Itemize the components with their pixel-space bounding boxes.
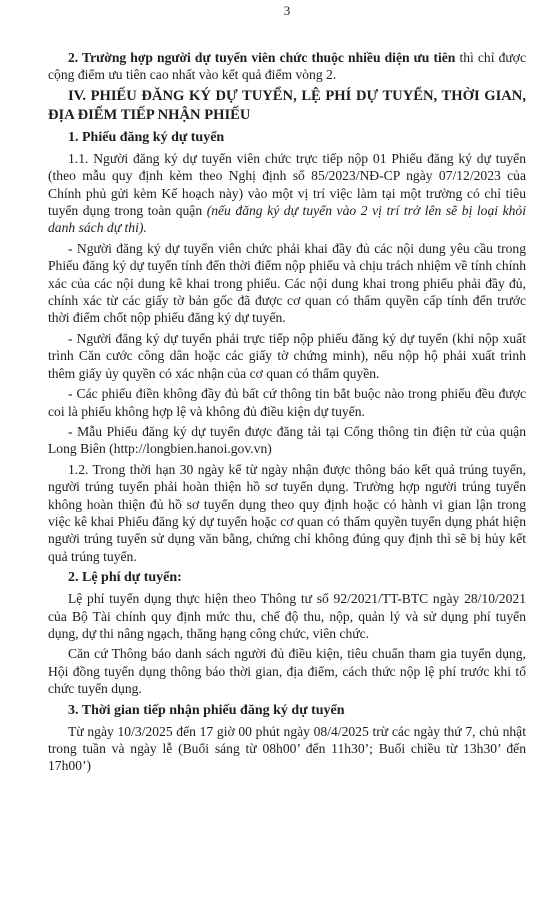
priority-paragraph: [48, 49, 526, 84]
paragraph-3-schedule: Từ ngày 10/3/2025 đến 17 giờ 00 phút ngày 08/4/2025 trừ các ngày thứ 7, chủ nhật trong tuần và ngày lễ (Buổi sáng từ 08h00’ đến 11h30’; Buổi chiều từ 13h30’ đến 17h00’): [48, 723, 526, 774]
priority-paragraph-text: thì chỉ được cộng điểm ưu tiên cao nhất vào kết quả điểm vòng 2.: [48, 50, 526, 83]
page-number: 3: [283, 3, 291, 18]
subsection-1-heading: 1. Phiếu đăng ký dự tuyển: [68, 129, 225, 145]
paragraph-1-1-bullet-c: - Các phiếu điền không đầy đủ bất cứ thông tin bắt buộc nào trong phiếu đều được coi là phiếu không hợp lệ và không đủ điều kiện dự tuyển.: [48, 386, 526, 419]
subsection-3-heading: 3. Thời gian tiếp nhận phiếu đăng ký dự tuyển: [68, 702, 345, 718]
paragraph-1-1-bullet-a: - Người đăng ký dự tuyển viên chức phải khai đầy đủ các nội dung yêu cầu trong Phiếu đăng ký dự tuyển tính đến thời điểm nộp phiếu và chịu trách nhiệm về tính chính xác của các nội dung kê khai trong phiếu. Các nội dung khai trong phiếu phải đầy đủ, chính xác từ các giấy tờ bản gốc đã được cơ quan có thẩm quyền cấp tính đến trước thời điểm chốt nộp phiếu đăng ký dự tuyển.: [48, 240, 526, 326]
paragraph-1-1-bullet-d: - Mẫu Phiếu đăng ký dự tuyển được đăng tải tại Cổng thông tin điện tử của quận Long Biên (http://longbien.hanoi.gov.vn): [48, 423, 526, 457]
subsection-2-heading: 2. Lệ phí dự tuyển:: [68, 570, 182, 586]
paragraph-2-fee-regulation: Lệ phí tuyển dụng thực hiện theo Thông tư số 92/2021/TT-BTC ngày 28/10/2021 của Bộ Tài chính quy định mức thu, chế độ thu, nộp, quản lý và sử dụng phí tuyển dụng, dự thi nâng ngạch, thăng hạng công chức, viên chức.: [48, 591, 526, 641]
paragraph-1-1: [48, 150, 526, 237]
section-iv-heading: IV. PHIẾU ĐĂNG KÝ DỰ TUYỂN, LỆ PHÍ DỰ TUYỂN, THỜI GIAN, ĐỊA ĐIỂM TIẾP NHẬN PHIẾU: [48, 87, 526, 123]
paragraph-1-1-bullet-b: - Người đăng ký dự tuyển phải trực tiếp nộp phiếu đăng ký dự tuyển (khi nộp xuất trình Căn cước công dân hoặc các giấy tờ chứng minh), nếu nộp hộ phải xuất trình thêm giấy ủy quyền có xác nhận của cơ quan có thẩm quyền.: [48, 330, 526, 381]
paragraph-2-fee-notice: Căn cứ Thông báo danh sách người đủ điều kiện, tiêu chuẩn tham gia tuyển dụng, Hội đồng tuyển dụng thông báo thời gian, địa điểm, cách thức nộp lệ phí trước khi tổ chức tuyển dụng.: [48, 646, 526, 697]
paragraph-1-1-text: 1.1. Người đăng ký dự tuyển viên chức trực tiếp nộp 01 Phiếu đăng ký dự tuyển (theo mẫu quy định kèm theo Nghị định số 85/2023/NĐ-CP ngày 07/12/2023 của Chính phủ gửi kèm Kế hoạch này) vào một vị trí việc làm tại một trường có chỉ tiêu tuyển dụng trong toàn quận: [48, 150, 526, 219]
paragraph-1-2: 1.2. Trong thời hạn 30 ngày kể từ ngày nhận được thông báo kết quả trúng tuyển, người trúng tuyển phải hoàn thiện hồ sơ tuyển dụng. Trường hợp người trúng tuyển không hoàn thiện đủ hồ sơ tuyển dụng theo quy định hoặc có hành vi gian lận trong việc kê khai Phiếu đăng ký dự tuyển hoặc cơ quan có thẩm quyền tuyển dụng phát hiện người trúng tuyển sử dụng văn bằng, chứng chỉ không đúng quy định thì sẽ bị hủy kết quả trúng tuyển.: [48, 461, 526, 564]
paragraph-1-1-italic-note: (nếu đăng ký dự tuyển vào 2 vị trí trở lên sẽ bị loại khỏi danh sách dự thi).: [48, 203, 527, 236]
priority-lead-bold: 2. Trường hợp người dự tuyển viên chức thuộc nhiều diện ưu tiên: [68, 50, 456, 65]
